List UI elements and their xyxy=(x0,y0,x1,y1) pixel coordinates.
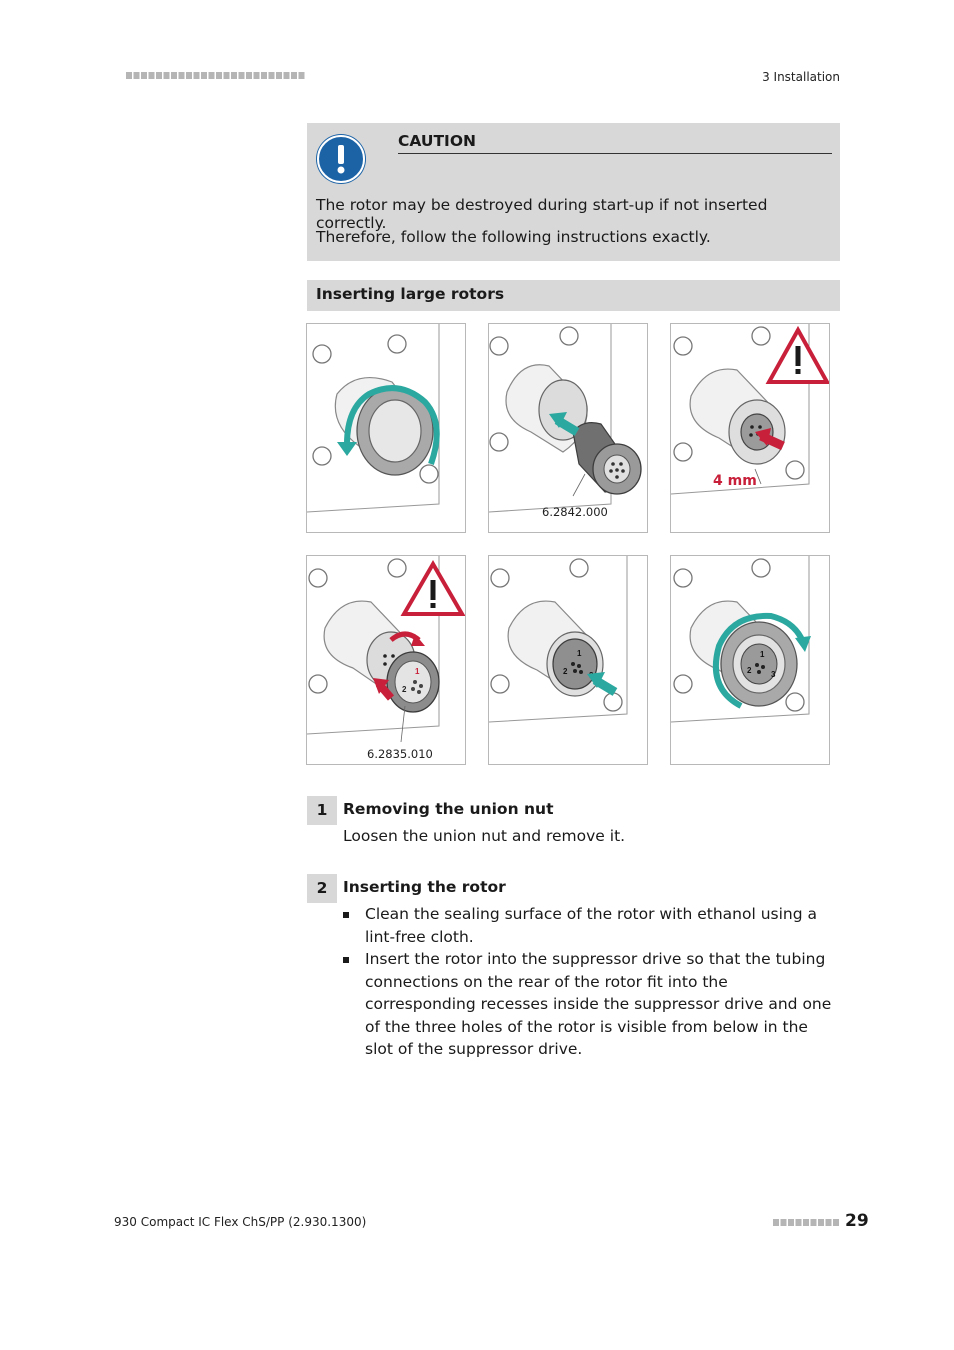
caution-title: CAUTION xyxy=(398,132,832,154)
caution-box xyxy=(307,123,840,261)
footer-product-name: 930 Compact IC Flex ChS/PP (2.930.1300) xyxy=(114,1215,367,1229)
dimension-label: 4 mm xyxy=(713,473,757,489)
caution-text-line: Therefore, follow the following instructions exactly. xyxy=(316,228,711,246)
rotor-port-number: 1 xyxy=(415,667,420,676)
part-number-label: 6.2835.010 xyxy=(367,747,433,761)
bullet-icon xyxy=(343,957,349,963)
rotor-port-number: 2 xyxy=(563,667,568,676)
figure-align-cover xyxy=(306,555,466,765)
step-title: Inserting the rotor xyxy=(343,878,506,896)
figure-press-rotor xyxy=(488,555,648,765)
rotor-port-number: 2 xyxy=(747,666,752,675)
list-item xyxy=(343,948,835,1061)
step-number: 1 xyxy=(307,796,337,825)
bullet-text: Insert the rotor into the suppressor drive so that the tubing connections on the rear of the rotor fit into the corresponding recesses inside the suppressor drive and one of the three holes of the rotor is visible from below in the slot of the suppressor drive. xyxy=(365,950,832,1058)
figure-insert-rotor xyxy=(488,323,648,533)
section-title: Inserting large rotors xyxy=(316,285,505,303)
step-description: Loosen the union nut and remove it. xyxy=(343,827,626,845)
figure-rotor-depth-check xyxy=(670,323,830,533)
header-section-title: 3 Installation xyxy=(762,70,840,84)
footer-decoration xyxy=(773,1219,839,1226)
page-number: 29 xyxy=(845,1211,869,1231)
figure-tighten-union-nut xyxy=(670,555,830,765)
bullet-text: Clean the sealing surface of the rotor with ethanol using a lint-free cloth. xyxy=(365,905,817,946)
step-number: 2 xyxy=(307,874,337,903)
rotor-port-number: 1 xyxy=(760,650,765,659)
exclamation-icon xyxy=(317,135,365,183)
rotor-port-number: 2 xyxy=(402,685,407,694)
bullet-icon xyxy=(343,912,349,918)
header-decoration xyxy=(126,72,306,79)
part-number-label: 6.2842.000 xyxy=(542,505,608,519)
step-bullet-list xyxy=(343,903,835,1061)
figure-remove-union-nut xyxy=(306,323,466,533)
list-item xyxy=(343,903,835,948)
caution-text-line: The rotor may be destroyed during start-up if not inserted correctly. xyxy=(316,196,768,232)
rotor-port-number: 3 xyxy=(771,670,776,679)
rotor-port-number: 1 xyxy=(577,649,582,658)
step-title: Removing the union nut xyxy=(343,800,554,818)
section-header xyxy=(307,280,840,311)
